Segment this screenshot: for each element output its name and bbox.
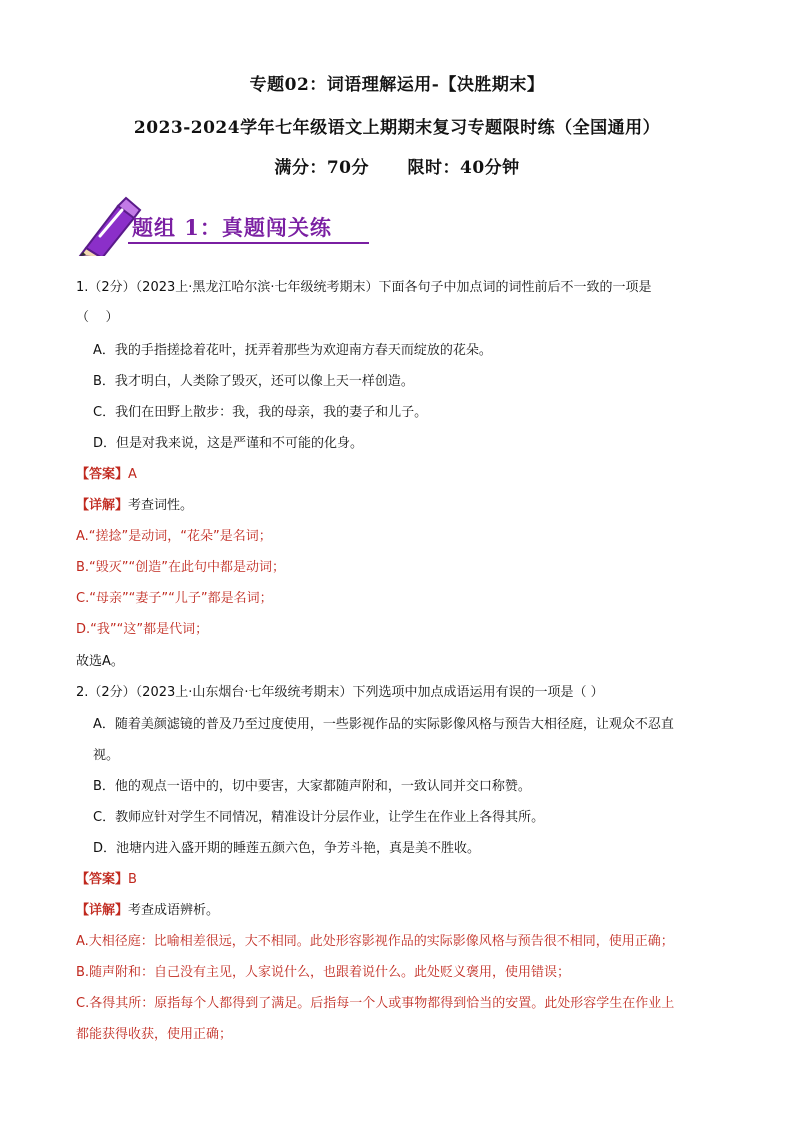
q2-option-a-line2: 视。 (93, 748, 120, 763)
q2-analysis-c-line1: C.各得其所：原指每个人都得到了满足。后指每一个人或事物都得到恰当的安置。此处形容学生在作业上 (76, 996, 675, 1011)
q2-option-d: D．池塘内进入盛开期的睡莲五颜六色，争芳斗艳，真是美不胜收。 (93, 841, 481, 856)
detail-text: 考查词性。 (128, 498, 194, 513)
detail-tag: 【详解】 (76, 498, 129, 513)
section-label: 题组 1：真题闯关练 (132, 215, 332, 240)
answer-value: B (128, 872, 137, 887)
q1-option-b: B．我才明白，人类除了毁灭，还可以像上天一样创造。 (93, 374, 414, 389)
q2-option-c: C．教师应针对学生不同情况，精准设计分层作业，让学生在作业上各得其所。 (93, 810, 545, 825)
q1-conclusion: 故选A。 (76, 654, 124, 669)
q1-analysis-a: A.“搓捻”是动词，“花朵”是名词； (76, 529, 272, 544)
answer-value: A (128, 467, 137, 482)
q1-option-a: A．我的手指搓捻着花叶，抚弄着那些为欢迎南方春天而绽放的花朵。 (93, 343, 492, 358)
q2-analysis-b: B.随声附和：自己没有主见，人家说什么，也跟着说什么。此处贬义褒用，使用错误； (76, 965, 571, 980)
q1-option-c: C．我们在田野上散步：我，我的母亲，我的妻子和儿子。 (93, 405, 428, 420)
section-underline (128, 242, 369, 244)
detail-tag: 【详解】 (76, 903, 129, 918)
page-title: 专题02：词语理解运用-【决胜期末】 (249, 75, 545, 95)
q1-stem: 1.（2分）（2023上·黑龙江哈尔滨·七年级统考期末）下面各句子中加点词的词性前后不一致的一项是 (76, 280, 652, 295)
detail-text: 考查成语辨析。 (128, 903, 220, 918)
q2-option-a-line1: A．随着美颜滤镜的普及乃至过度使用，一些影视作品的实际影像风格与预告大相径庭，让观众不忍直 (93, 717, 674, 732)
q1-analysis-c: C.“母亲”“妻子”“儿子”都是名词； (76, 591, 273, 606)
q2-option-b: B．他的观点一语中的，切中要害，大家都随声附和，一致认同并交口称赞。 (93, 779, 531, 794)
answer-tag: 【答案】 (76, 872, 129, 887)
q2-answer (76, 868, 137, 887)
answer-tag: 【答案】 (76, 467, 129, 482)
exam-meta: 满分：70分 限时：40分钟 (274, 158, 520, 178)
q2-stem: 2.（2分）（2023上·山东烟台·七年级统考期末）下列选项中加点成语运用有误的一项是（ ） (76, 685, 604, 700)
q2-analysis-a: A.大相径庭：比喻相差很远，大不相同。此处形容影视作品的实际影像风格与预告很不相同，使用正确； (76, 934, 674, 949)
q2-detail (76, 899, 219, 918)
q1-analysis-d: D.“我”“这”都是代词； (76, 622, 209, 637)
q2-analysis-c-line2: 都能获得收获，使用正确； (76, 1027, 233, 1042)
q1-blank: （ ） (76, 310, 119, 325)
q1-option-d: D．但是对我来说，这是严谨和不可能的化身。 (93, 436, 364, 451)
q1-answer (76, 463, 137, 482)
page-subtitle: 2023-2024学年七年级语文上期期末复习专题限时练（全国通用） (133, 118, 661, 138)
q1-analysis-b: B.“毁灭”“创造”在此句中都是动词； (76, 560, 285, 575)
q1-detail (76, 494, 193, 513)
